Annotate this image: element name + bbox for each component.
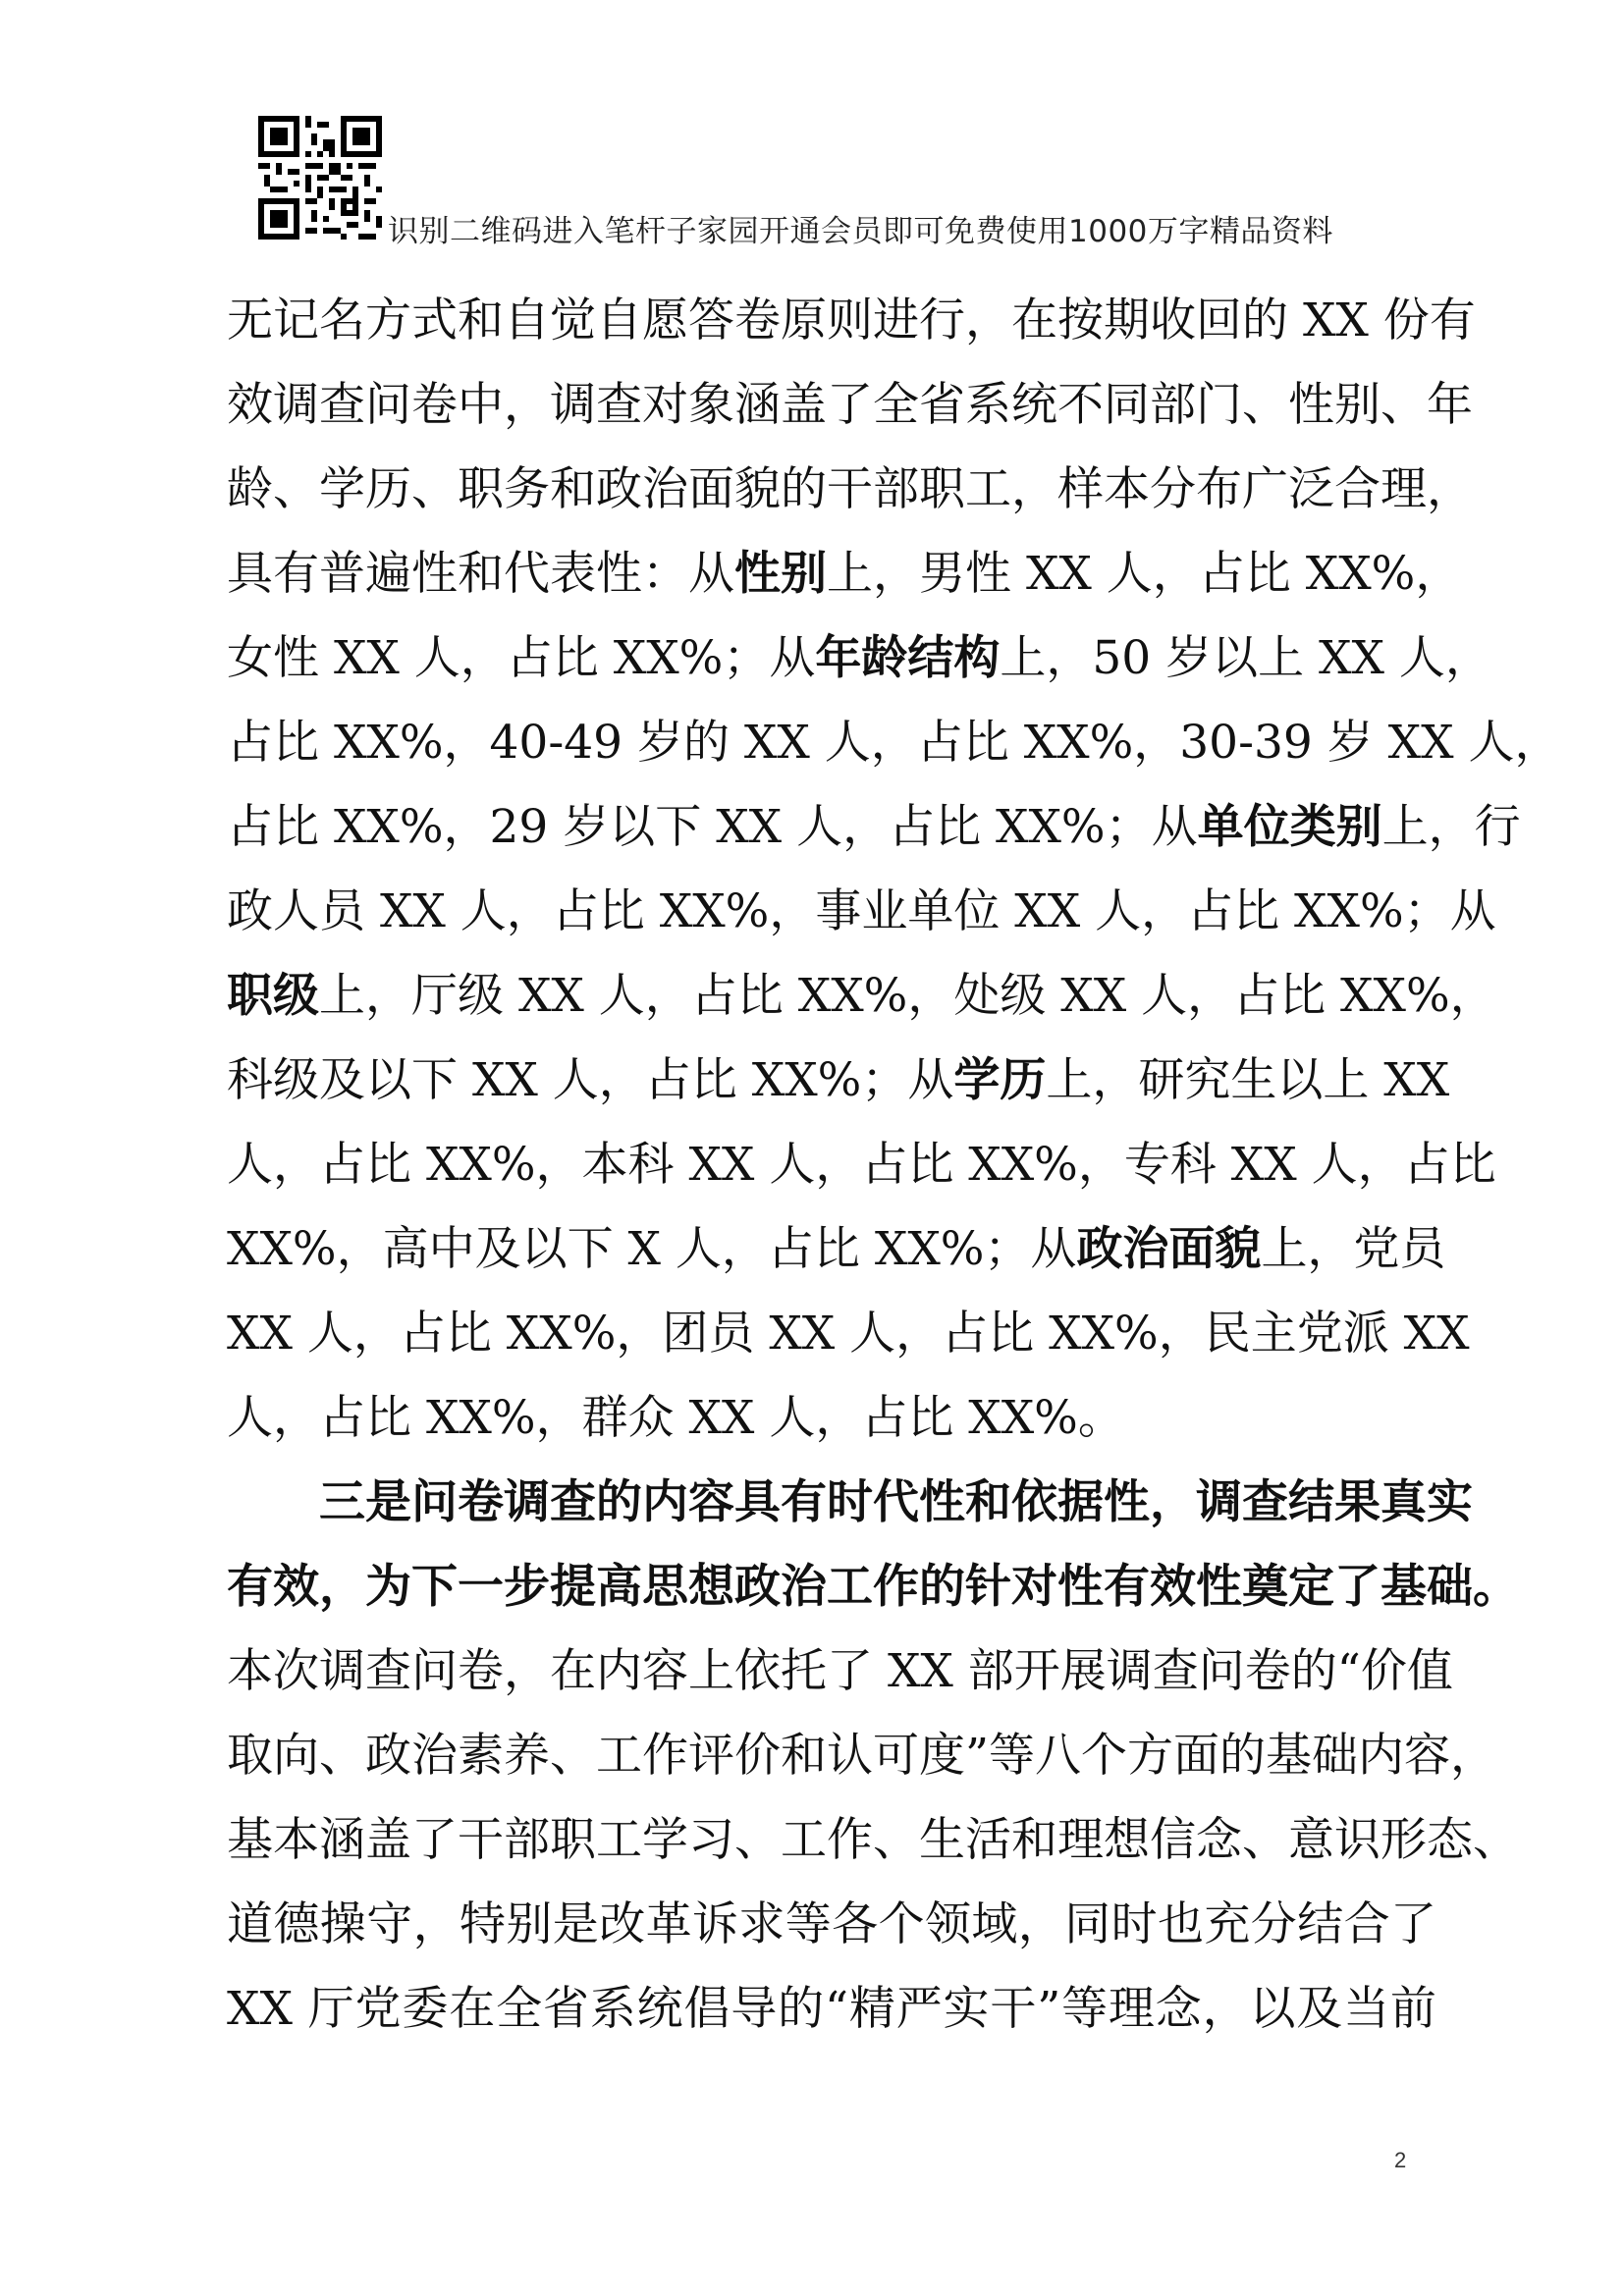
bold-text: 年龄结构 <box>815 631 1001 685</box>
text-segment: 道德操守，特别是改革诉求等各个领域，同时也充分结合了 <box>227 1897 1436 1951</box>
text-segment: 效调查问卷中，调查对象涵盖了全省系统不同部门、性别、年 <box>227 378 1473 432</box>
text-line <box>227 1967 1436 2052</box>
bold-text: 性别 <box>734 547 827 601</box>
bold-text: 政治面貌 <box>1076 1222 1262 1276</box>
qr-code-icon[interactable] <box>258 116 382 240</box>
text-segment: 具有普遍性和代表性：从 <box>227 547 734 601</box>
text-segment: 上，党员 <box>1261 1222 1446 1276</box>
text-segment: 本次调查问卷，在内容上依托了 XX 部开展调查问卷的“价值 <box>227 1644 1453 1698</box>
text-segment: 上，男性 XX 人，占比 XX%， <box>827 547 1462 601</box>
text-line <box>227 1039 1450 1123</box>
text-line <box>227 1714 1497 1798</box>
text-segment: 占比 XX%，29 岁以下 XX 人，占比 XX%；从 <box>227 800 1198 854</box>
text-segment: 上，研究生以上 XX <box>1046 1053 1450 1107</box>
bold-text: 学历 <box>953 1053 1047 1107</box>
text-segment: 政人员 XX 人，占比 XX%，事业单位 XX 人，占比 XX%；从 <box>227 884 1496 938</box>
bold-text: 职级 <box>227 969 319 1023</box>
text-segment: 上，50 岁以上 XX 人， <box>1000 631 1491 685</box>
text-line <box>227 448 1473 532</box>
text-segment: XX 厅党委在全省系统倡导的“精严实干”等理念，以及当前 <box>227 1982 1436 2036</box>
text-line <box>227 1629 1453 1714</box>
text-line <box>227 363 1473 448</box>
text-segment: 基本涵盖了干部职工学习、工作、生活和理想信念、意识形态、 <box>227 1813 1519 1867</box>
text-line <box>227 1545 1519 1629</box>
text-line <box>227 532 1462 616</box>
text-segment: 龄、学历、职务和政治面貌的干部职工，样本分布广泛合理， <box>227 462 1473 516</box>
text-line <box>227 279 1476 363</box>
bold-text: 有效，为下一步提高思想政治工作的针对性有效性奠定了基础。 <box>227 1560 1519 1614</box>
page-number: 2 <box>1394 2148 1407 2172</box>
text-line <box>227 616 1491 701</box>
text-line <box>227 785 1521 870</box>
text-segment: XX 人，占比 XX%，团员 XX 人，占比 XX%，民主党派 XX <box>227 1307 1470 1361</box>
text-segment: 上，行 <box>1381 800 1521 854</box>
header-note: 识别二维码进入笔杆子家园开通会员即可免费使用1000万字精品资料 <box>388 214 1333 249</box>
text-line <box>227 1376 1436 1461</box>
text-line <box>227 1798 1519 1883</box>
bold-text: 单位类别 <box>1197 800 1382 854</box>
text-segment: XX%，高中及以下 X 人，占比 XX%；从 <box>227 1222 1077 1276</box>
text-line <box>227 1292 1470 1376</box>
text-line <box>227 870 1496 954</box>
text-segment: 上，厅级 XX 人，占比 XX%，处级 XX 人，占比 XX%， <box>319 969 1496 1023</box>
text-line <box>227 1123 1496 1207</box>
text-segment: 无记名方式和自觉自愿答卷原则进行，在按期收回的 XX 份有 <box>227 294 1476 347</box>
text-line <box>227 954 1496 1039</box>
text-segment: 科级及以下 XX 人，占比 XX%；从 <box>227 1053 954 1107</box>
text-segment: 人，占比 XX%，本科 XX 人，占比 XX%，专科 XX 人，占比 <box>227 1138 1496 1192</box>
text-line <box>227 1883 1436 1967</box>
text-line <box>227 1461 1473 1545</box>
body-text <box>227 279 1561 2052</box>
text-line <box>227 1207 1446 1292</box>
text-segment: 占比 XX%，40-49 岁的 XX 人，占比 XX%，30-39 岁 XX 人， <box>227 716 1561 770</box>
text-segment: 人，占比 XX%，群众 XX 人，占比 XX%。 <box>227 1391 1124 1445</box>
text-segment: 取向、政治素养、工作评价和认可度”等八个方面的基础内容， <box>227 1729 1497 1783</box>
text-segment: 女性 XX 人，占比 XX%；从 <box>227 631 816 685</box>
bold-text: 三是问卷调查的内容具有时代性和依据性，调查结果真实 <box>319 1475 1473 1529</box>
text-line <box>227 701 1561 785</box>
